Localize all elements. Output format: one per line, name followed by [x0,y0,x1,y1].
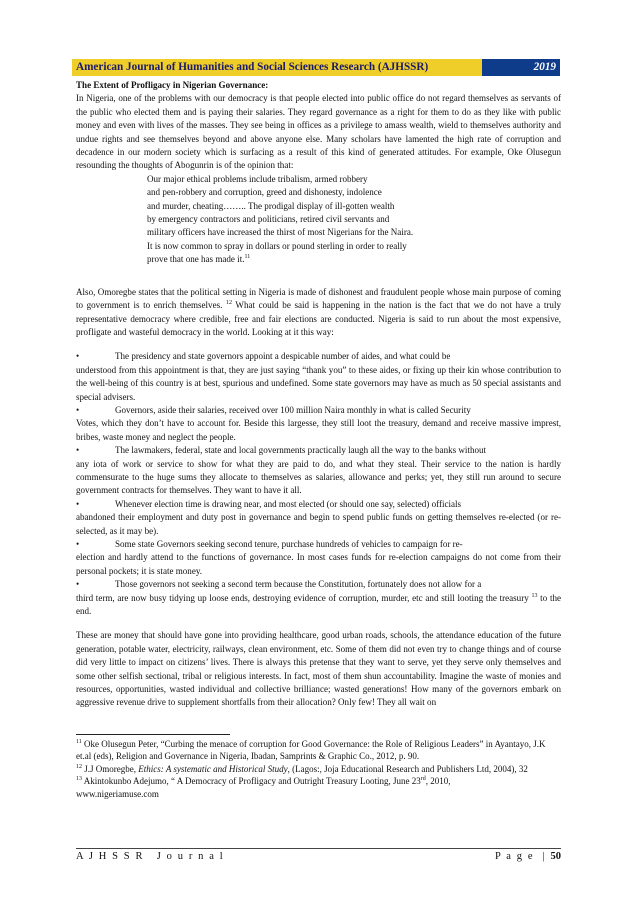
bullet-first-line: Those governors not seeking a second term because the Constitution, fortunately does not allow for a [115,579,482,590]
bullet-continuation: any iota of work or service to show for what they are paid to do, and what they steal. Their service to the nation is hardly commensurate to the huge sums they allocate to themselves as salaries, allowance and perks; yet, they still run around to secure government contracts for themselves. They want to have it all. [76,458,561,496]
quote-line [147,253,541,266]
bullet-list [76,350,561,618]
bullet-text-end: to the end. [76,592,561,617]
footnote-divider [76,734,230,735]
journal-header [72,59,560,76]
bullet-first-line: Governors, aside their salaries, received over 100 million Naira monthly in what is called Security [115,404,471,415]
bullet-icon [76,404,115,417]
bullet-continuation: election and hardly attend to the functions of governance. In most cases funds for re-election campaigns do not come from their personal pockets; it is state money. [76,552,561,576]
paragraph-2-before: Also, Omoregbe states that the political setting in Nigeria is made of dishonest and fraudulent people whose main purpose of coming to government is to enrich themselves. [76,286,561,311]
footnote-ref-11[interactable]: 11 [244,254,251,261]
bullet-icon [76,578,115,591]
page-number: 50 [550,851,561,862]
footnote-book-title: Ethics: A systematic and Historical Study [138,763,288,774]
list-item [76,498,561,538]
list-item [76,578,561,618]
footnote-text-end: , 2010, [425,776,451,787]
bullet-icon [76,498,115,511]
bullet-continuation: abandoned their employment and duty post in governance and begin to spend public funds on getting themselves re-elected (or re-selected, as it may be). [76,512,561,536]
footnote-text: J.J Omoregbe, [82,763,139,774]
footnote-number: 12 [76,763,82,770]
bullet-continuation: understood from this appointment is that, they are just saying “thank you” to these aides, or fixing up their kin whose contribution to the well-being of this country is at best, spurious and undefined. Some state governors may have as much as 50 special assistants and special advisers. [76,364,561,402]
paragraph-3: These are money that should have gone into providing healthcare, good urban roads, schools, the attendance education of the future generation, potable water, electricity, railways, clean environment, etc. Some of them did not even try to change things and of course did very little to impact on citizens’ lives. There is always this pretense that they want to serve, yet they serve only themselves and some other selfish sectional, tribal or religious interests. In fact, most of them shun accountability. Imagine the waste of monies and resources, opportunities, wasted individual and collective brilliance; wasted generations! How many of the governors embark on aggressive revenue drive to supplement shortfalls from their allocation? Only few! They all wait on [76,630,561,708]
list-item [76,444,561,498]
article-body [76,79,561,710]
bullet-text: third term, are now busy tidying up loose ends, destroying evidence of corruption, murder, etc and still looting the treasury [76,592,532,603]
bullet-first-line: The presidency and state governors appoint a despicable number of aides, and what could be [115,351,451,362]
quote-line: and pen-robbery and corruption, greed and dishonesty, indolence [147,187,382,198]
quote-line: Our major ethical problems include tribalism, armed robbery [147,173,368,184]
footnote-12 [76,763,561,775]
footer-page [495,851,561,864]
footnote-ref-13[interactable]: 13 [531,592,538,599]
bullet-continuation: Votes, which they don’t have to account for. Beside this largesse, they still loot the treasury, demand and receive massive imprest, bribes, waste money and neglect the people. [76,418,561,442]
paragraph-2-after: What could be said is happening in the nation is the fact that we do not have a truly representative democracy where credible, free and fair elections are conducted. Nigeria is said to run about the most expensive, profligate and wasteful democracy in the world. Looking at it this way: [76,300,561,337]
bullet-icon [76,444,115,457]
quote-line: military officers have increased the thirst of most Nigerians for the Naira. [147,227,414,238]
bullet-first-line: Whenever election time is drawing near, and most elected (or should one say, selected) officials [115,498,462,509]
quote-line: It is now common to spray in dollars or pound sterling in order to really [147,240,407,251]
footnote-11 [76,738,561,763]
quote-last-line: prove that one has made it. [147,254,245,265]
paragraph-2 [76,286,561,340]
section-title: The Extent of Profligacy in Nigerian Governance: [76,80,269,90]
page-label: P a g e | [495,851,551,862]
journal-title: American Journal of Humanities and Social Sciences Research (AJHSSR) [72,59,482,76]
bullet-icon [76,350,115,363]
footnote-text: Akintokunbo Adejumo, “ A Democracy of Profligacy and Outright Treasury Looting, June 23 [82,776,421,787]
footnote-number: 13 [76,776,82,783]
bullet-first-line: Some state Governors seeking second tenure, purchase hundreds of vehicles to campaign for re- [115,539,463,549]
footnote-number: 11 [76,739,82,745]
journal-year: 2019 [482,59,560,76]
footnote-text-end: , (Lagos:, Joja Educational Research and Publishers Ltd, 2004), 32 [287,763,528,774]
quote-line: and murder, cheating…….. The prodigal display of ill-gotten wealth [147,200,395,211]
list-item [76,404,561,444]
footer-journal: A J H S S R J o u r n a l [76,851,225,862]
footnote-13 [76,775,561,800]
footnote-ref-12[interactable]: 12 [225,300,232,307]
footnote-text: Oke Olusegun Peter, “Curbing the menace of corruption for Good Governance: the Role of Religious Leaders” in Ayantayo, J.K et.al (eds), Religion and Governance in Nigeria, Ibadan, Samprints & Graphic Co., 2012, p. 90. [76,739,546,762]
list-item [76,538,561,578]
bullet-icon [76,538,115,551]
list-item [76,350,561,404]
footnote-url-link[interactable]: www.nigeriamuse.com [76,788,159,799]
bullet-continuation [76,592,561,619]
footnotes [76,738,561,800]
block-quote [147,173,541,267]
quote-line: by emergency contractors and politicians, retired civil servants and [147,214,390,225]
paragraph-1: In Nigeria, one of the problems with our democracy is that people elected into public office do not regard themselves as servants of the public who elected them and is paying their salaries. They regard governance as a right for them to do as they like with public money and even with lives of the masses. They see being in offices as a privilege to amass wealth, wield to themselves authority and undue rights and see themselves beyond and above anyone else. Many scholars have lamented the high rate of corruption and decadence in our modern society which is surfacing as a result of this kind of generated attitudes. For example, Oke Olusegun resounding the thoughts of Abogunrin is of the opinion that: [76,93,561,171]
page-footer [76,848,561,864]
bullet-first-line: The lawmakers, federal, state and local governments practically laugh all the way to the banks without [115,445,487,456]
footnote-ordinal: rd [420,776,426,783]
